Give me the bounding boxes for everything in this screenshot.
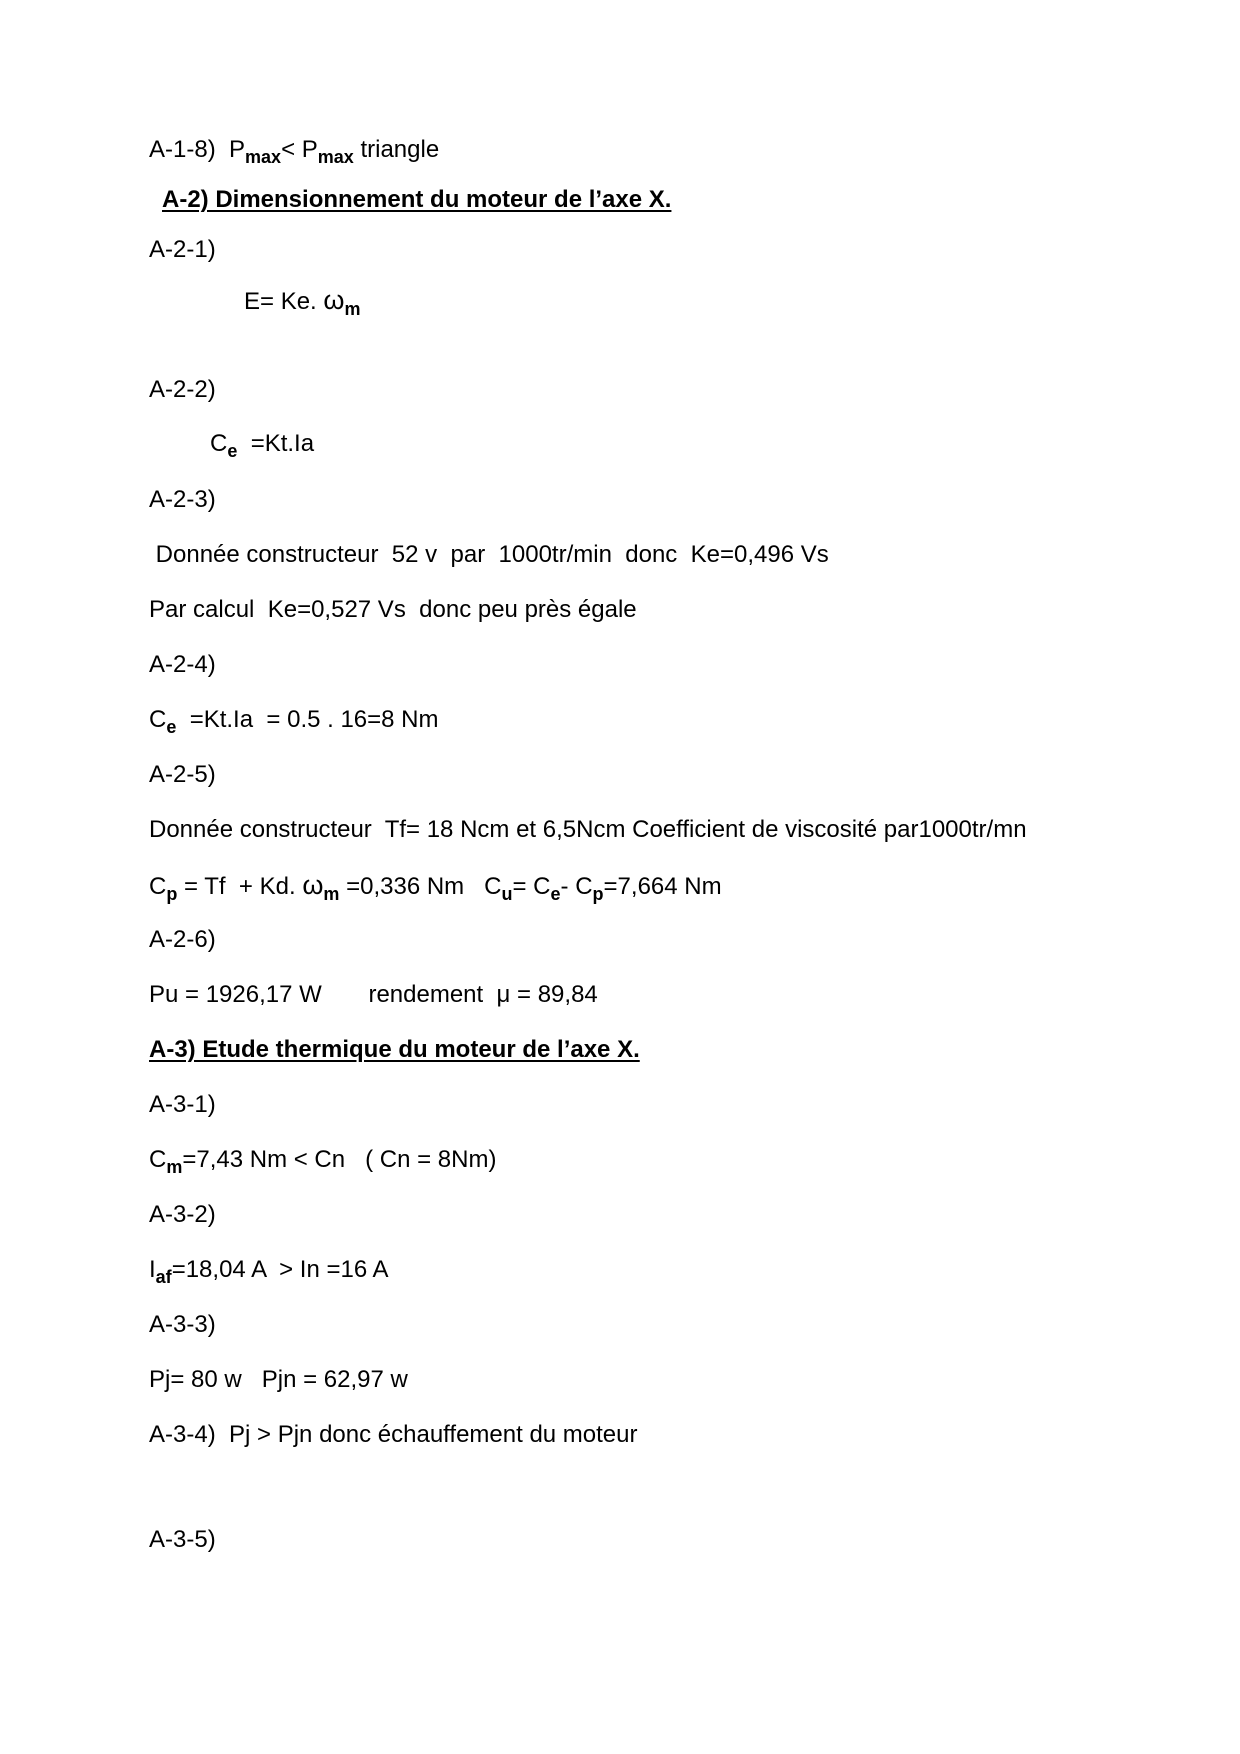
line-a-2-6: A-2-6)	[149, 926, 216, 953]
line-a-3-1: A-3-1)	[149, 1091, 216, 1118]
equation-ce: $C_e =Kt.Ia$	[210, 430, 315, 461]
line-a-3-2: A-3-2)	[149, 1201, 216, 1228]
line-a-3-3: A-3-3)	[149, 1311, 216, 1338]
line-a-3-5: A-3-5)	[149, 1526, 216, 1553]
equation-e: E= Ke. $\omega_m$	[244, 285, 361, 319]
line-pj-pjn: Pj= 80 w Pjn = 62,97 w	[149, 1366, 408, 1393]
equation-cm: $C_m=7,43$ Nm < Cn ( Cn = 8Nm)	[149, 1146, 497, 1177]
section-title-a-3: A-3) Etude thermique du moteur de l’axe X.	[149, 1036, 640, 1063]
line-a-2-1: A-2-1)	[149, 236, 216, 263]
line-par-calcul: Par calcul Ke=0,527 Vs donc peu près égale	[149, 596, 637, 623]
line-a-2-4: A-2-4)	[149, 651, 216, 678]
line-a-2-3: A-2-3)	[149, 486, 216, 513]
line-donnee-constructeur-2: Donnée constructeur Tf= 18 Ncm et 6,5Ncm Coefficient de viscosité par1000tr/mn	[149, 816, 1027, 843]
line-a-2-5: A-2-5)	[149, 761, 216, 788]
equation-ce-value: $C_e =Kt.Ia = 0.5$ . 16=8 Nm	[149, 706, 439, 737]
equation-cp-cu: $C_p = Tf + Kd$. $\omega_m =0,336$ Nm $C_u= C_e-$ $C_p=7,664$ Nm	[149, 870, 722, 904]
equation-iaf: $I_{af}=18,04$ A > In =16 A	[149, 1256, 389, 1287]
line-a-2-2: A-2-2)	[149, 376, 216, 403]
line-pu-rendement: Pu = 1926,17 W rendement μ = 89,84	[149, 981, 598, 1008]
line-a-3-4: A-3-4) Pj > Pjn donc échauffement du moteur	[149, 1421, 638, 1448]
section-title-a-2: A-2) Dimensionnement du moteur de l’axe X.	[162, 186, 672, 213]
line-a-1-8: A-1-8) $P_{max}< P_{max}$ triangle	[149, 136, 440, 167]
line-donnee-constructeur-1: Donnée constructeur 52 v par 1000tr/min donc Ke=0,496 Vs	[149, 541, 829, 568]
